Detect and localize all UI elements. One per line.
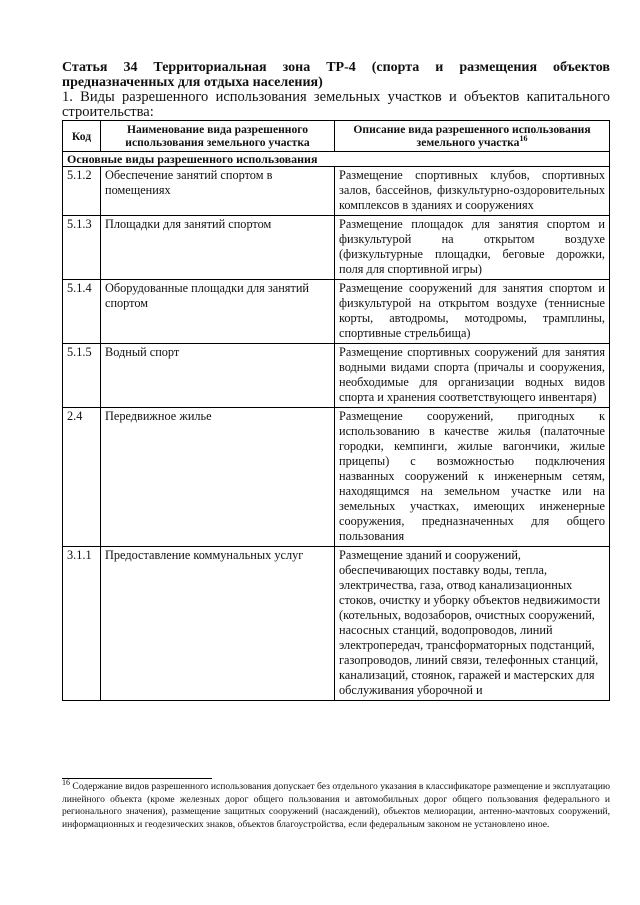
article-subtitle: 1. Виды разрешенного использования земельных участков и объектов капитального строительства: — [62, 89, 610, 120]
table-header-row — [63, 121, 610, 152]
row-name: Водный спорт — [101, 344, 335, 408]
footnote-mark: 16 — [62, 777, 70, 787]
footnote-reference: 16 — [519, 134, 528, 144]
row-description: Размещение сооружений, пригодных к использованию в качестве жилья (палаточные городки, кемпинги, жилые вагончики, жилые прицепы) с возможностью подключения названных сооружений к инженерным сетям, находящимся на земельном участке или на земельных участках, имеющих инженерные сооружения, предназначенных для общего пользования — [335, 408, 610, 547]
footnote-divider — [62, 778, 212, 779]
row-code: 5.1.5 — [63, 344, 101, 408]
article-title: Статья 34 Территориальная зона ТР-4 (спорта и размещения объектов предназначенных для отдыха населения) — [62, 60, 610, 90]
row-code: 5.1.3 — [63, 216, 101, 280]
table-row — [63, 280, 610, 344]
table-row — [63, 344, 610, 408]
row-description: Размещение площадок для занятия спортом и физкультурой на открытом воздухе (физкультурные площадки, беговые дорожки, поля для спортивной игры) — [335, 216, 610, 280]
row-name: Передвижное жилье — [101, 408, 335, 547]
row-description: Размещение спортивных клубов, спортивных залов, бассейнов, физкультурно-оздоровительных комплексов в зданиях и сооружениях — [335, 167, 610, 216]
row-name: Обеспечение занятий спортом в помещениях — [101, 167, 335, 216]
permitted-use-table — [62, 120, 610, 701]
row-code: 5.1.2 — [63, 167, 101, 216]
row-description: Размещение спортивных сооружений для занятия водными видами спорта (причалы и сооружения, необходимые для организации водных видов спорта и хранения соответствующего инвентаря) — [335, 344, 610, 408]
row-code: 5.1.4 — [63, 280, 101, 344]
section-row — [63, 152, 610, 167]
row-code: 2.4 — [63, 408, 101, 547]
table-row — [63, 216, 610, 280]
row-description: Размещение зданий и сооружений, обеспечивающих поставку воды, тепла, электричества, газа, отвод канализационных стоков, очистку и уборку объектов недвижимости (котельных, водозаборов, очистных сооружений, насосных станций, водопроводов, линий электропередач, трансформаторных подстанций, газопроводов, линий связи, телефонных станций, канализаций, стоянок, гаражей и мастерских для обслуживания уборочной и — [335, 547, 610, 701]
footnote — [62, 777, 610, 831]
header-name: Наименование вида разрешенного использования земельного участка — [101, 121, 335, 152]
row-name: Оборудованные площадки для занятий спортом — [101, 280, 335, 344]
section-label: Основные виды разрешенного использования — [63, 152, 610, 167]
row-code: 3.1.1 — [63, 547, 101, 701]
header-description-text: Описание вида разрешенного использования земельного участка — [353, 123, 591, 149]
table-row — [63, 547, 610, 701]
header-description — [335, 121, 610, 152]
document-page — [62, 60, 610, 701]
row-description: Размещение сооружений для занятия спортом и физкультурой на открытом воздухе (теннисные корты, автодромы, мотодромы, трамплины, спортивные стрельбища) — [335, 280, 610, 344]
header-code: Код — [63, 121, 101, 152]
table-row — [63, 408, 610, 547]
table-row — [63, 167, 610, 216]
row-name: Площадки для занятий спортом — [101, 216, 335, 280]
footnote-text: Содержание видов разрешенного использования допускает без отдельного указания в классификаторе размещение и эксплуатацию линейного объекта (кроме железных дорог общего пользования и автомобильных дорог общего пользования федерального и регионального значения), размещение защитных сооружений (насаждений), объектов мелиорации, антенно-мачтовых сооружений, информационных и геодезических знаков, объектов благоустройства, если федеральным законом не установлено иное. — [62, 781, 610, 830]
row-name: Предоставление коммунальных услуг — [101, 547, 335, 701]
